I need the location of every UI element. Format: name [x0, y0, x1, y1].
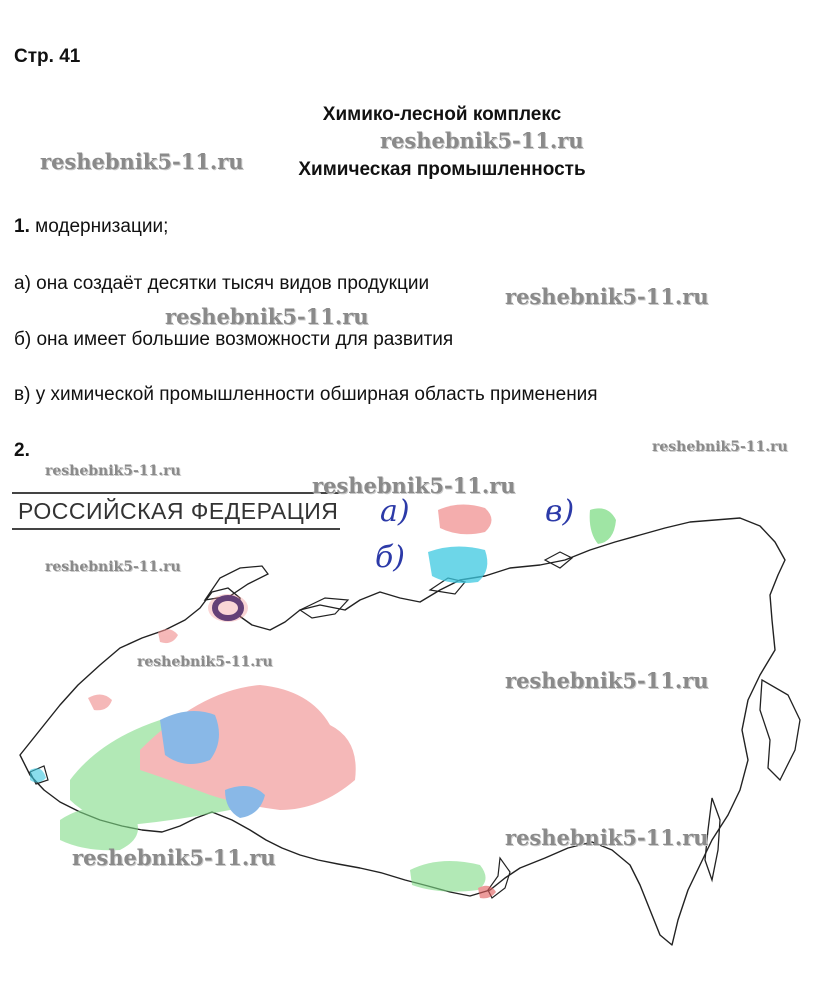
- q2-number: 2.: [14, 440, 30, 461]
- watermark: reshebnik5-11.ru: [72, 845, 276, 870]
- section-heading: Химико-лесной комплекс: [322, 104, 562, 125]
- watermark: reshebnik5-11.ru: [137, 654, 273, 670]
- region-green-east: [410, 861, 486, 892]
- q1-item-c: в) у химической промышленности обширная область применения: [14, 384, 598, 405]
- q1-answer: [14, 216, 168, 238]
- region-pink-kola: [158, 629, 178, 643]
- map-kamchatka: [760, 680, 800, 780]
- watermark: reshebnik5-11.ru: [505, 825, 709, 850]
- watermark: reshebnik5-11.ru: [380, 128, 584, 153]
- region-pink-northwest: [88, 694, 112, 710]
- region-green-south: [60, 807, 138, 851]
- watermark: reshebnik5-11.ru: [505, 668, 709, 693]
- legend-letter-a: а): [380, 494, 410, 529]
- map-island-3: [545, 552, 572, 568]
- legend-swatch-a: [438, 504, 492, 534]
- watermark: reshebnik5-11.ru: [312, 473, 516, 498]
- region-navy-ring-halo: [208, 594, 248, 622]
- watermark: reshebnik5-11.ru: [45, 559, 181, 575]
- map-banner: РОССИЙСКАЯ ФЕДЕРАЦИЯ: [12, 492, 340, 530]
- legend-swatch-b: [428, 546, 487, 583]
- watermark: reshebnik5-11.ru: [652, 439, 788, 455]
- watermark: reshebnik5-11.ru: [40, 149, 244, 174]
- legend-swatch-c: [590, 508, 616, 544]
- watermark: reshebnik5-11.ru: [165, 304, 369, 329]
- q1-item-a: а) она создаёт десятки тысяч видов продукции: [14, 273, 430, 294]
- legend-letter-c: в): [545, 494, 575, 529]
- q1-text: модернизации;: [35, 216, 169, 237]
- q1-item-b: б) она имеет большие возможности для развития: [14, 329, 454, 350]
- region-blue-ural: [225, 786, 265, 818]
- watermark: reshebnik5-11.ru: [505, 284, 709, 309]
- page-number: Стр. 41: [14, 46, 81, 67]
- q1-number: 1.: [14, 216, 30, 237]
- region-blue-center: [160, 711, 219, 764]
- subsection-heading: Химическая промышленность: [298, 159, 586, 180]
- watermark: reshebnik5-11.ru: [45, 463, 181, 479]
- legend-letter-b: б): [375, 540, 406, 575]
- region-blue-kaliningrad: [30, 768, 46, 782]
